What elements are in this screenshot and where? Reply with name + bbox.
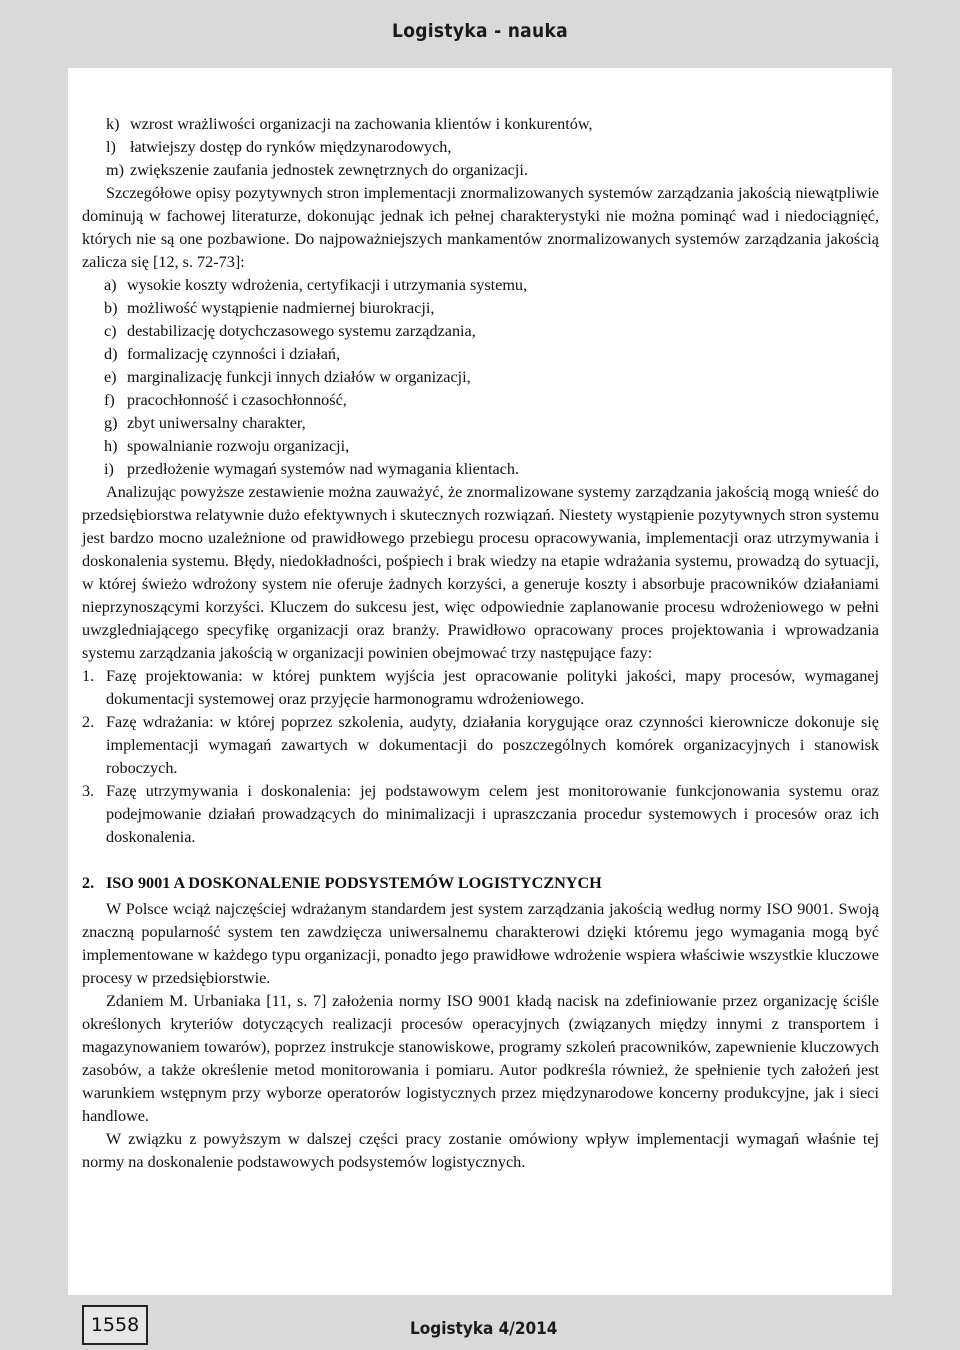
list-item: e) marginalizację funkcji innych działów w organizacji,	[104, 368, 471, 386]
journal-footer: Logistyka 4/2014	[410, 1319, 558, 1339]
list-item: a) wysokie koszty wdrożenia, certyfikacji i utrzymania systemu,	[104, 276, 528, 294]
list-item: f) pracochłonność i czasochłonność,	[104, 391, 347, 409]
section-heading: 2. ISO 9001 A DOSKONALENIE PODSYSTEMÓW LOGISTYCZNYCH	[82, 874, 602, 892]
list-item: i) przedłożenie wymagań systemów nad wymagania klientach.	[104, 460, 519, 478]
paragraph: Zdaniem M. Urbaniaka [11, s. 7] założenia normy ISO 9001 kładą nacisk na zdefiniowanie przez organizację ściśle określonych kryteriów dotyczących realizacji procesów operacyjnych (związanych między innymi z transportem i magazynowaniem towarów), poprzez instrukcje stanowiskowe, programy szkoleń pracowników, zapewnienie kluczowych zasobów, a także określenie metod monitorowania i pomiaru. Autor podkreśla również, że spełnienie tych założeń jest warunkiem wstępnym przy wyborze operatorów logistycznych przez międzynarodowe koncerny produkcyjne, jak i sieci handlowe.	[82, 992, 879, 1125]
list-item: m) zwiększenie zaufania jednostek zewnętrznych do organizacji.	[106, 161, 528, 179]
list-phases	[82, 665, 879, 849]
paragraph: Szczegółowe opisy pozytywnych stron implementacji znormalizowanych systemów zarządzania jakością niewątpliwie dominują w fachowej literaturze, dokonując jednak ich pełnej charakterystyki nie można pominąć wad i niedociągnięć, których nie są one pozbawione. Do najpoważniejszych mankamentów znormalizowanych systemów zarządzania jakością zalicza się [12, s. 72-73]:	[82, 184, 879, 271]
page-number-box	[82, 1305, 148, 1345]
list-item: h) spowalnianie rozwoju organizacji,	[104, 437, 350, 455]
list-item: k) wzrost wrażliwości organizacji na zachowania klientów i konkurentów,	[106, 115, 593, 133]
page-number: 1558	[90, 1314, 140, 1336]
list-item: l) łatwiejszy dostęp do rynków międzynarodowych,	[106, 138, 452, 156]
list-item: 2. Fazę wdrażania: w której poprzez szkolenia, audyty, działania korygujące oraz czynności kierownicze dokonuje się implementacji wymagań zawartych w dokumentacji do poszczególnych komórek organizacyjnych i stanowisk roboczych.	[82, 713, 879, 777]
paragraph: W związku z powyższym w dalszej części pracy zostanie omówiony wpływ implementacji wymagań właśnie tej normy na doskonalenie podstawowych podsystemów logistycznych.	[82, 1130, 879, 1171]
list-item: g) zbyt uniwersalny charakter,	[104, 414, 306, 432]
article-body	[82, 113, 879, 1174]
list-item: c) destabilizację dotychczasowego systemu zarządzania,	[104, 322, 476, 340]
list-top	[82, 113, 879, 182]
list-drawbacks	[82, 274, 879, 481]
paragraph: Analizując powyższe zestawienie można zauważyć, że znormalizowane systemy zarządzania jakością mogą wnieść do przedsiębiorstwa relatywnie dużo efektywnych i skutecznych rozwiązań. Niestety wystąpienie pozytywnych stron systemu jest bardzo mocno uzależnione od prawidłowego przebiegu procesu opracowywania, implementacji oraz utrzymywania i doskonalenia systemu. Błędy, niedokładności, pośpiech i brak wiedzy na etapie wdrażania systemu, prowadzą do sytuacji, w której świeżo wdrożony system nie oferuje żadnych korzyści, a generuje koszty i absorbuje pracowników działaniami nieprzynoszącymi korzyści. Kluczem do sukcesu jest, więc odpowiednie zaplanowanie procesu wdrożeniowego w pełni uwzgledniającego specyfikę organizacji oraz branży. Prawidłowo opracowany proces projektowania i wprowadzania systemu zarządzania jakością w organizacji powinien obejmować trzy następujące fazy:	[82, 483, 879, 662]
list-item: 1. Fazę projektowania: w której punktem wyjścia jest opracowanie polityki jakości, mapy procesów, wymaganej dokumentacji systemowej oraz przyjęcie harmonogramu wdrożeniowego.	[82, 667, 879, 708]
list-item: 3. Fazę utrzymywania i doskonalenia: jej podstawowym celem jest monitorowanie funkcjonowania systemu oraz podejmowanie działań prowadzących do minimalizacji i upraszczania procedur systemowych i procesów oraz ich doskonalenia.	[82, 782, 879, 846]
list-item: b) możliwość wystąpienie nadmiernej biurokracji,	[104, 299, 435, 317]
running-header: Logistyka - nauka	[392, 20, 568, 42]
paragraph: W Polsce wciąż najczęściej wdrażanym standardem jest system zarządzania jakością według normy ISO 9001. Swoją znaczną popularność system ten zawdzięcza uniwersalnemu charakterowi dzięki któremu jego wymagania mogą być implementowane w każdego typu organizacji, ponadto jego prawidłowe wdrożenie wspiera właściwie wszystkie kluczowe procesy w przedsiębiorstwie.	[82, 900, 879, 987]
list-item: d) formalizację czynności i działań,	[104, 345, 341, 363]
